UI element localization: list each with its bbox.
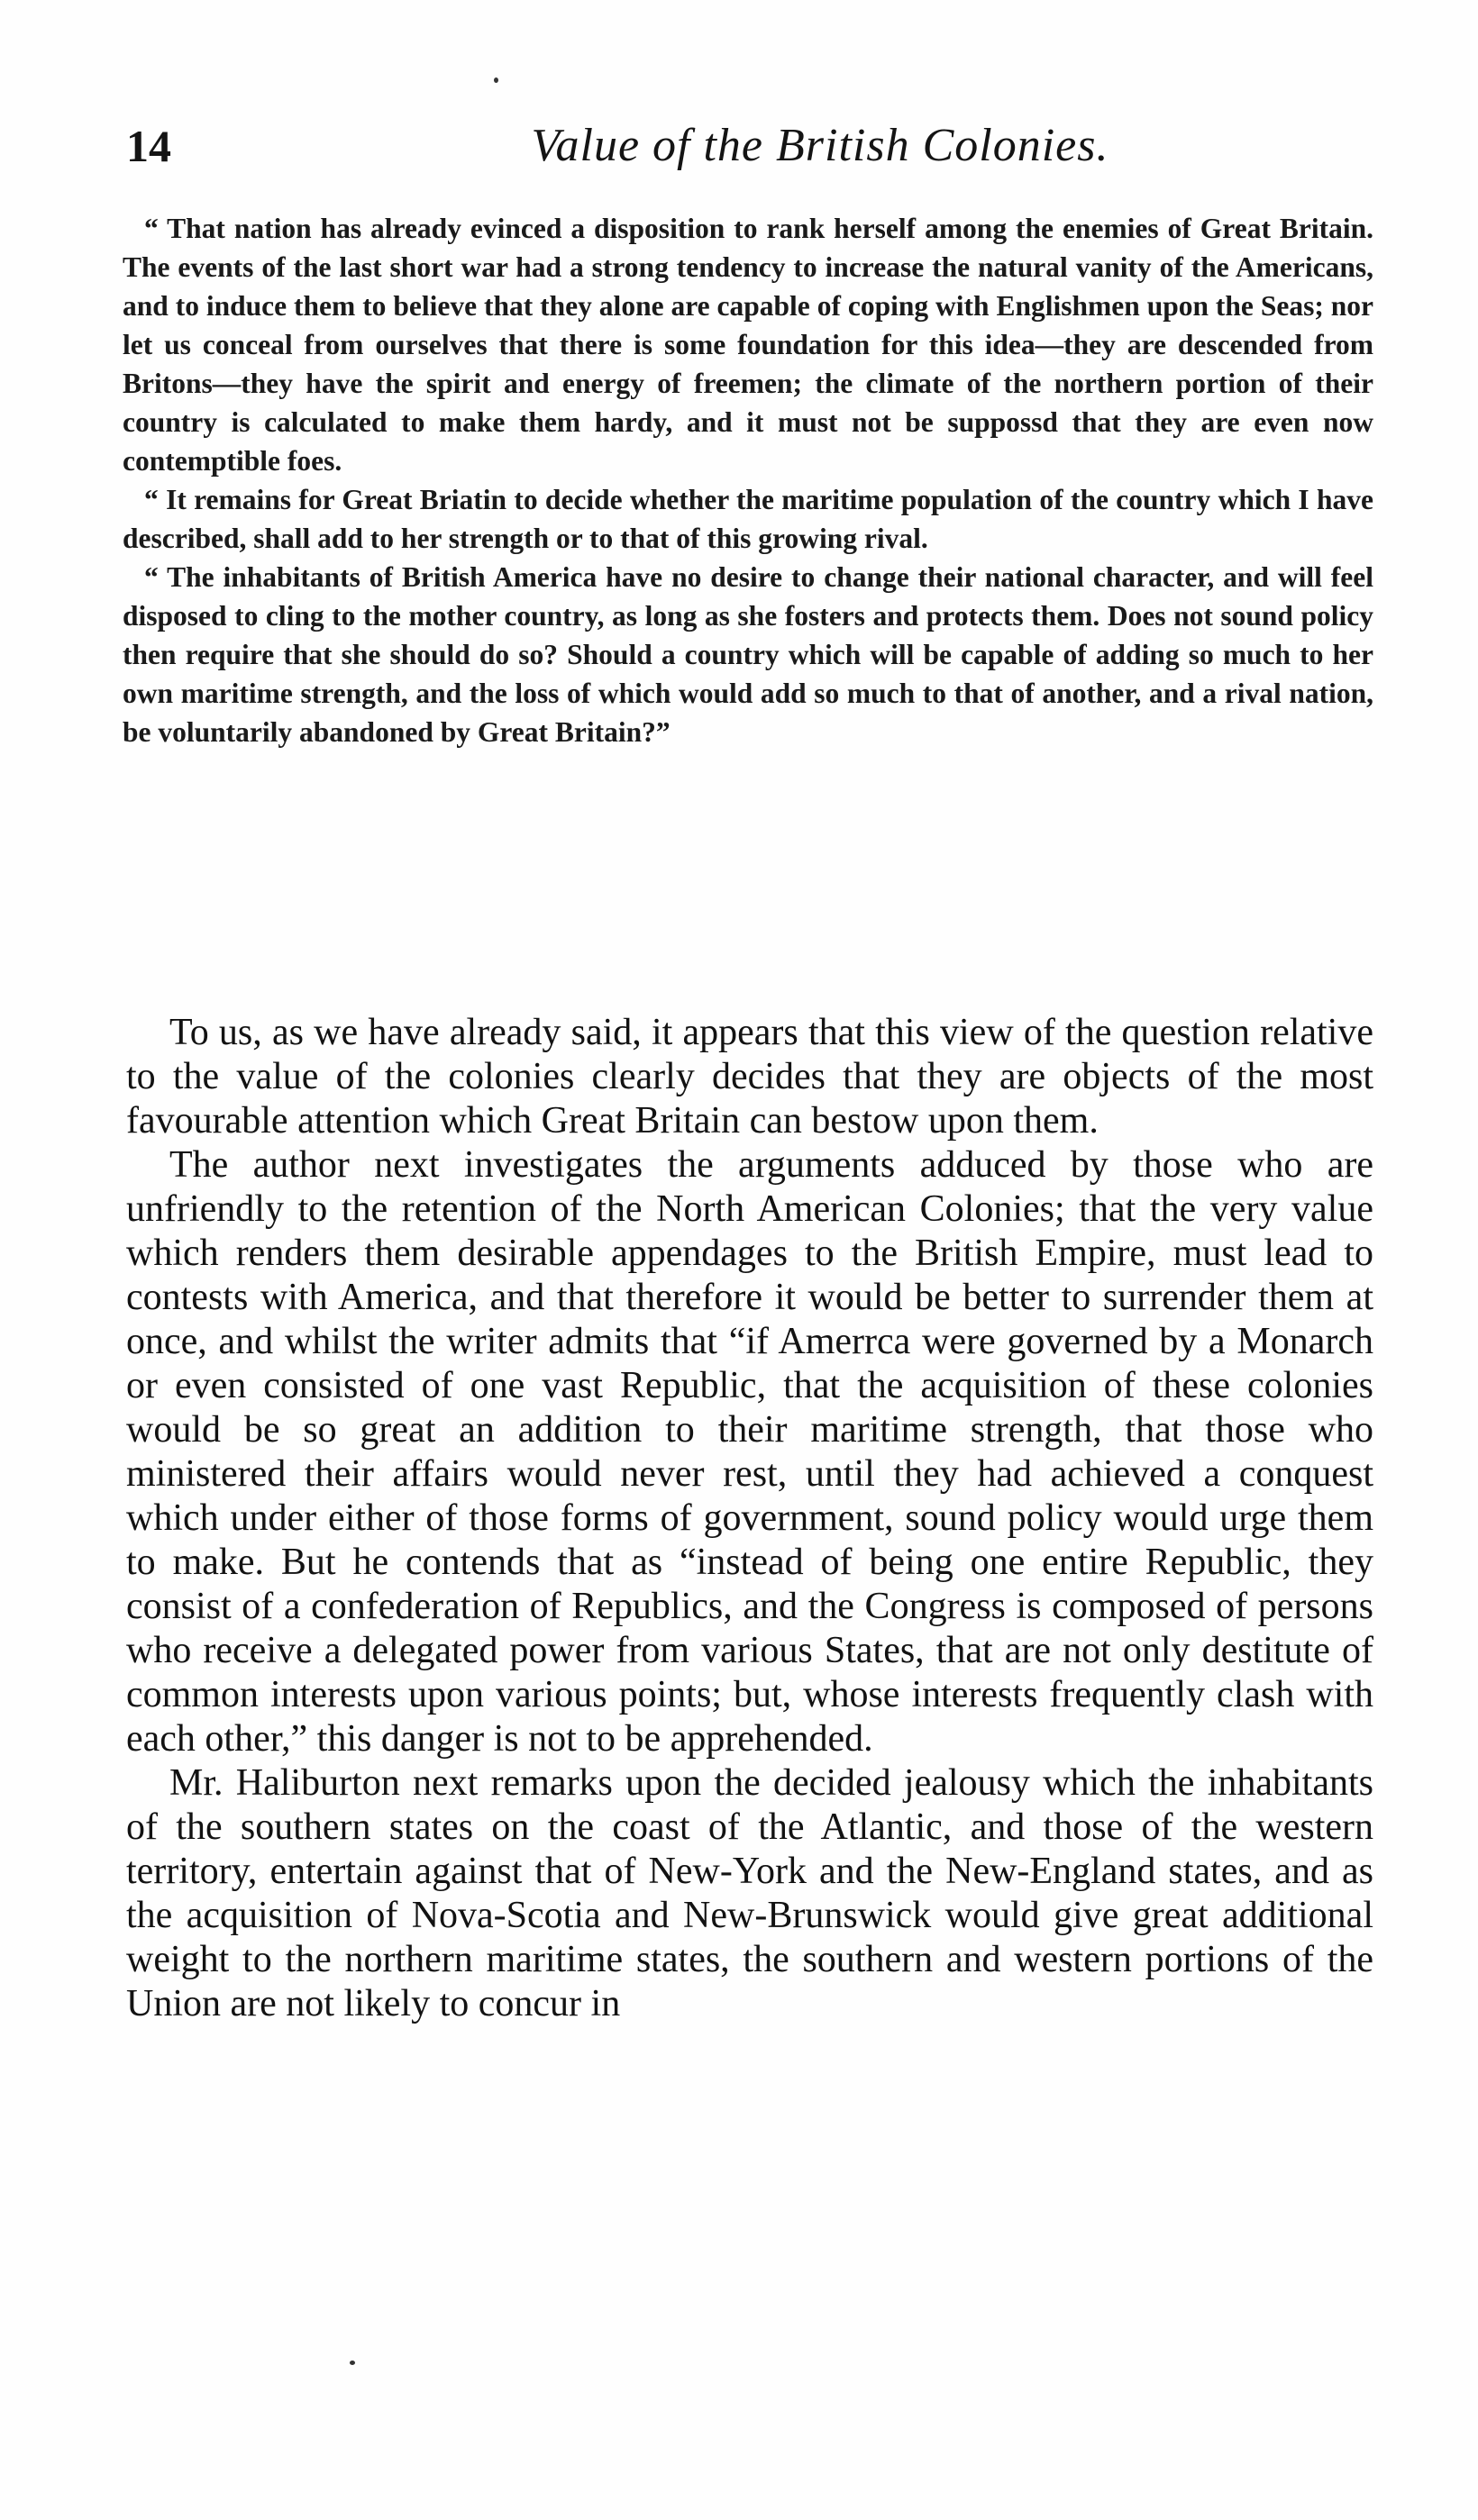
body-text [126, 1011, 1373, 2026]
page-header [126, 119, 1388, 182]
extract-paragraph: “ The inhabitants of British America have no desire to change their national character, and will feel disposed to cling to the mother country, as long as she fosters and protects them. Does not sound policy then require that she should do so? Should a country which will be capable of adding so much to her own maritime strength, and the loss of which would add so much to that of another, and a rival nation, be voluntarily abandoned by Great Britain?” [123, 561, 1373, 748]
page-number: 14 [126, 121, 171, 171]
running-title: Value of the British Colonies. [531, 120, 1109, 171]
ink-speck [350, 2361, 355, 2365]
body-paragraph: Mr. Haliburton next remarks upon the decided jealousy which the inhabitants of the southern states on the coast of the Atlantic, and those of the western territory, entertain against that of New-York and the New-England states, and as the acquisition of Nova-Scotia and New-Brunswick would give great additional weight to the northern maritime states, the southern and western portions of the Union are not likely to concur in [126, 1762, 1373, 2024]
ink-speck [494, 77, 498, 83]
extract-paragraph: “ It remains for Great Briatin to decide whether the maritime population of the country which I have described, shall add to her strength or to that of this growing rival. [123, 484, 1373, 554]
quoted-extract [123, 209, 1373, 751]
extract-paragraph: “ That nation has already evinced a disposition to rank herself among the enemies of Great Britain. The events of the last short war had a strong tendency to increase the natural vanity of the Americans, and to induce them to believe that they alone are capable of coping with Englishmen upon the Seas; nor let us conceal from ourselves that there is some foundation for this idea—they are descended from Britons—they have the spirit and energy of freemen; the climate of the northern portion of their country is calculated to make them hardy, and it must not be suppossd that they are even now contemptible foes. [123, 213, 1373, 477]
body-paragraph: The author next investigates the arguments adduced by those who are unfriendly to the retention of the North American Colonies; that the very value which renders them desirable appendages to the British Empire, must lead to contests with America, and that therefore it would be better to surrender them at once, and whilst the writer admits that “if Amerrca were governed by a Monarch or even consisted of one vast Republic, that the acquisition of these colonies would be so great an addition to their maritime strength, that those who ministered their affairs would never rest, until they had achieved a conquest which under either of those forms of government, sound policy would urge them to make. But he contends that as “instead of being one entire Republic, they consist of a confederation of Republics, and the Congress is composed of persons who receive a delegated power from various States, that are not only destitute of common interests upon various points; but, whose interests frequently clash with each other,” this danger is not to be apprehended. [126, 1144, 1373, 1760]
body-paragraph: To us, as we have already said, it appears that this view of the question relative to the value of the colonies clearly decides that they are objects of the most favourable attention which Great Britain can bestow upon them. [126, 1012, 1373, 1142]
